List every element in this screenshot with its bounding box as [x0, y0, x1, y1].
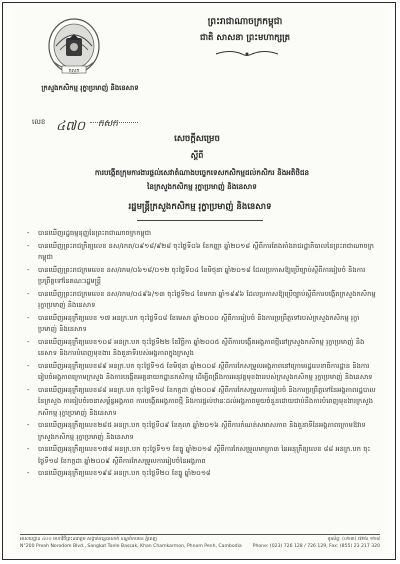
reference-prefix: លេខ: [32, 118, 46, 126]
reference-suffix: កសក: [98, 119, 118, 129]
subject-line-2: នៃក្រសួងកសិកម្ម រុក្ខាប្រមាញ់ និងនេសាទ: [147, 182, 257, 191]
list-item: - បានឃើញអនុក្រឹត្យលេខ១៩៨ អនក្រ.បក ចុះថ្ងៃទី២០ ខែធ្នូ ឆ្នាំ២០១៨: [22, 468, 378, 480]
document-type-heading: សេចក្តីសម្រេច: [174, 134, 220, 144]
footer-khmer-address: អាសយដ្ឋាន ៤០០ មហាវិថីព្រះនរោត្តម សង្កាត់ទន្លេបាសាក់ ខណ្ឌចំការមន ភ្នំពេញ: [20, 537, 157, 542]
list-item: - បានឃើញអនុក្រឹត្យលេខ១០៨ អនក្រ.បក ចុះថ្ងៃទី២២ ខែវិច្ឆិកា ឆ្នាំ២០០៥ ស្តីពីការបង្កើតអង្គភាពថ្មីនៅក្រសួងកសិកម្ម រុក្ខាប្រមាញ់ និងនេសាទ និងការបំពេញមុខងារ និងតួនាទីរបស់អង្គភាពក្នុងក្រសួង: [22, 337, 378, 360]
issuing-authority: រដ្ឋមន្ត្រីក្រសួងកសិកម្ម រុក្ខាប្រមាញ់ និងនេសាទ: [128, 202, 272, 212]
list-item: - បានឃើញអនុក្រឹត្យលេខ៨៨ អនក្រ.បក ចុះថ្ងៃទី១៨ ខែកក្កដា ឆ្នាំ២០០៩ ស្តីពីការកែសម្រួលការរៀបចំ និងការប្រព្រឹត្តទៅនៃអង្គភាពរដ្ឋបាលនៃក្រសួង ការរៀបចំរចនាសម្ព័ន្ធអង្គភាព ការបង្កើតអង្គភាពថ្មី និងការផ្តល់ឋានៈដល់អង្គភាពមួយចំនួនដោយជាប់នឹងការបំពេញមុខងារក្រសួងកសិកម្ម រុក្ខាប្រមាញ់ និងនេសាទ: [22, 385, 378, 420]
footer-contact: [253, 537, 380, 550]
letterhead-footer: [20, 537, 380, 550]
decision-subject: [52, 166, 352, 194]
reference-dotted-line: [90, 122, 138, 123]
list-item: - បានឃើញព្រះរាជក្រមលេខ នស/រកម/០៦១៨/០១២ ចុះថ្ងៃទី០៤ ខែមិថុនា ឆ្នាំ២០១៨ ដែលប្រកាសឱ្យប្រើច្បាប់ស្តីពីការរៀបចំ និងការប្រព្រឹត្តទៅនៃគណៈរដ្ឋមន្ត្រី: [22, 265, 378, 288]
kingdom-title: ព្រះរាជាណាចក្រកម្ពុជា: [207, 17, 283, 27]
subject-line-1: ការបង្កើតក្រុមការងារផ្តល់សេវាតំណាងបច្ចេកទេសកសិកម្មដល់កសិករ និងអតិថិជន: [94, 168, 310, 177]
footer-phone: Phone: (023) 726 128 / 726 129, Fax: (855) 23 217 320: [252, 543, 380, 549]
list-item: - បានឃើញព្រះរាជក្រឹត្យលេខ នស/រកត/០៩១៨/៩២៨ ចុះថ្ងៃទី០៦ ខែកញ្ញា ឆ្នាំ២០១៨ ស្តីពីការតែងតាំងរាជរដ្ឋាភិបាលនៃព្រះរាជាណាចក្រកម្ពុជា: [22, 241, 378, 264]
list-item: - បានឃើញព្រះរាជក្រមលេខ នស/រកម/០៤៩៦/១៣ ចុះថ្ងៃទី២៤ ខែមករា ឆ្នាំ១៩៩៦ ដែលប្រកាសឱ្យប្រើច្បាប់ស្តីពីការបង្កើតក្រសួងកសិកម្ម រុក្ខាប្រមាញ់ និងនេសាទ: [22, 289, 378, 312]
national-motto: ជាតិ សាសនា ព្រះមហាក្សត្រ: [199, 33, 291, 43]
list-item: - បានឃើញអនុក្រឹត្យលេខ១៧៨ អនក្រ.បក ចុះថ្ងៃទី១១ ខែធ្នូ ឆ្នាំ២០១៨ ស្តីពីការកែសម្រួលមាត្រា៣ នៃអនុក្រឹត្យលេខ ៨៨ អនក្រ.បក ចុះថ្ងៃទី១៨ ខែកក្កដា ឆ្នាំ២០០៩ ស្តីពីការកែសម្រួលការរៀបចំនៃអង្គភាព: [22, 444, 378, 467]
reference-number-row: [32, 116, 152, 132]
list-item: - បានឃើញរដ្ឋធម្មនុញ្ញនៃព្រះរាជាណាចក្រកម្ពុជា: [22, 228, 378, 240]
seal-label: កសក: [68, 68, 80, 74]
ministry-seal-logo: [46, 16, 102, 80]
ministry-name: ក្រសួងកសិកម្ម រុក្ខាប្រមាញ់ និងនេសាទ: [41, 84, 139, 92]
list-item: - បានឃើញអនុក្រឹត្យលេខ២៨៥ អនក្រ.បក ចុះថ្ងៃទី០៩ ខែតុលា ឆ្នាំ២០១៦ ស្តីពីការកំណត់សមាសភាព និងតួនាទីនៃអង្គភាពក្រោមឱវាទក្រសួងកសិកម្ម រុក្ខាប្រមាញ់ និងនេសាទ: [22, 420, 378, 443]
reference-number: ៤៧០: [56, 119, 86, 134]
footer-divider: [20, 534, 380, 535]
footer-khmer-phone: ទូរស័ព្ទ: (០២៣) ៧២៦ ១២៨: [327, 537, 380, 542]
ornament-divider: [212, 50, 282, 58]
subject-intro: ស្តីពី: [190, 151, 204, 160]
legal-basis-list: [22, 228, 378, 481]
list-item: - បានឃើញអនុក្រឹត្យលេខ៨៩ អនក្រ.បក ចុះថ្ងៃទី១៥ ខែមិថុនា ឆ្នាំ២០០៨ ស្តីពីការកែសម្រួលអង្គភាពនៅក្រោមរដ្ឋលេខាធិការដ្ឋាន និងការរៀបចំអង្គភាពក្រោមក្រសួង និងការបង្កើតអគ្គនាយកដ្ឋានកសិកម្ម ដើម្បីពង្រឹងការអនុវត្តមុខងាររបស់ក្រសួងកសិកម្ម រុក្ខាប្រមាញ់ និងនេសាទ: [22, 361, 378, 384]
document-page: [12, 6, 388, 554]
list-item: - បានឃើញអនុក្រឹត្យលេខ ១៧ អនក្រ.បក ចុះថ្ងៃទី០៨ ខែមេសា ឆ្នាំ២០០០ ស្តីពីការរៀបចំ និងការប្រព្រឹត្តទៅរបស់ក្រសួងកសិកម្ម រុក្ខាប្រមាញ់ និងនេសាទ: [22, 313, 378, 336]
footer-address: N°200 Preah Norodom Blvd., Sangkat Tonle Bassak, Khan Chamkarmon, Phnom Penh, Cambodia: [20, 543, 242, 549]
heading-divider: [137, 220, 263, 221]
